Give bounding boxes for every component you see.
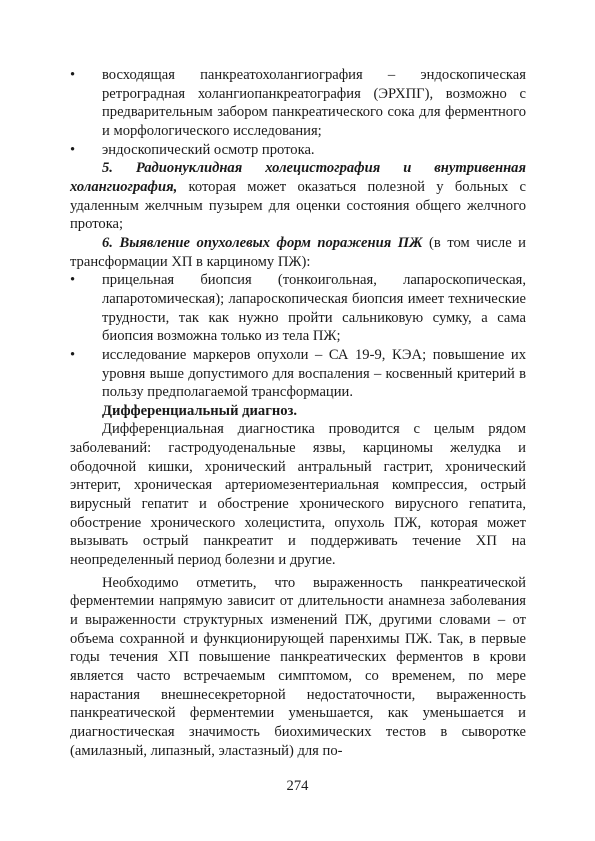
- bullet-mark: •: [70, 272, 76, 289]
- body-paragraph: Дифференциальная диагностика проводится с целым рядом заболеваний: гастродуоденальные язвы, карциномы желудка и ободочной кишки, хронический антральный гастрит, хронический энтерит, хроническая артериомезентериальная компрессия, острый вирусный гепатит и обострение хронического вирусного гепатита, обострение хронического холецистита, опухоль ПЖ, которая может вызывать острый панкреатит и поддерживать течение ХП на неопределенный период болезни и другие.: [70, 421, 526, 569]
- section-6-text: (в том числе и трансформации ХП в карциному ПЖ):: [70, 234, 526, 270]
- list-item-text: исследование маркеров опухоли – СА 19-9, КЭА; повышение их уровня выше допустимого для воспаления – косвенный критерий в пользу предполагаемой трансформации.: [102, 346, 526, 401]
- list-item-text: прицельная биопсия (тонкоигольная, лапароскопическая, лапаротомическая); лапароскопическая биопсия имеет технические трудности, так как нужно пройти сальниковую сумку, а сама биопсия возможна только из тела ПЖ;: [102, 272, 526, 345]
- list-item: [70, 271, 526, 346]
- bullet-mark: •: [70, 346, 76, 363]
- section-6-paragraph: [70, 234, 526, 271]
- list-item: [70, 66, 526, 141]
- differential-diagnosis-heading: Дифференциальный диагноз.: [102, 402, 298, 419]
- list-item-text: восходящая панкреатохолангиография – эндоскопическая ретроградная холангиопанкреатография (ЭРХПГ), возможно с предварительным забором панкреатического сока для ферментного и морфологического исследования;: [102, 67, 526, 139]
- page-content: [70, 66, 526, 760]
- section-5-text: которая может оказаться полезной у больных с удаленным желчным пузырем для оценки состояния общего желчного протока;: [70, 178, 526, 233]
- list-item: [70, 346, 526, 402]
- bullet-mark: •: [70, 141, 76, 158]
- body-paragraph: Необходимо отметить, что выраженность панкреатической ферментемии напрямую зависит от длительности анамнеза заболевания и выраженности структурных изменений ПЖ, другими словами – от объема сохранной и функционирующей паренхимы ПЖ. Так, в первые годы течения ХП повышение панкреатических ферментов в крови является часто встречаемым симптомом, со временем, по мере нарастания внешнесекреторной недостаточности, выраженность панкреатической ферментемии уменьшается, как уменьшается и диагностическая значимость биохимических тестов в сыворотке (амилазный, липазный, эластазный) для по-: [70, 574, 526, 759]
- bullet-mark: •: [70, 67, 76, 83]
- page-number: 274: [286, 778, 309, 794]
- section-5-paragraph: [70, 159, 526, 234]
- section-6-title: 6. Выявление опухолевых форм поражения ПЖ: [102, 234, 423, 251]
- section-5-title: 5. Радионуклидная холецистография и внутривенная холангиография,: [70, 160, 526, 195]
- list-item-text: эндоскопический осмотр протока.: [102, 141, 315, 158]
- list-item: [70, 141, 526, 160]
